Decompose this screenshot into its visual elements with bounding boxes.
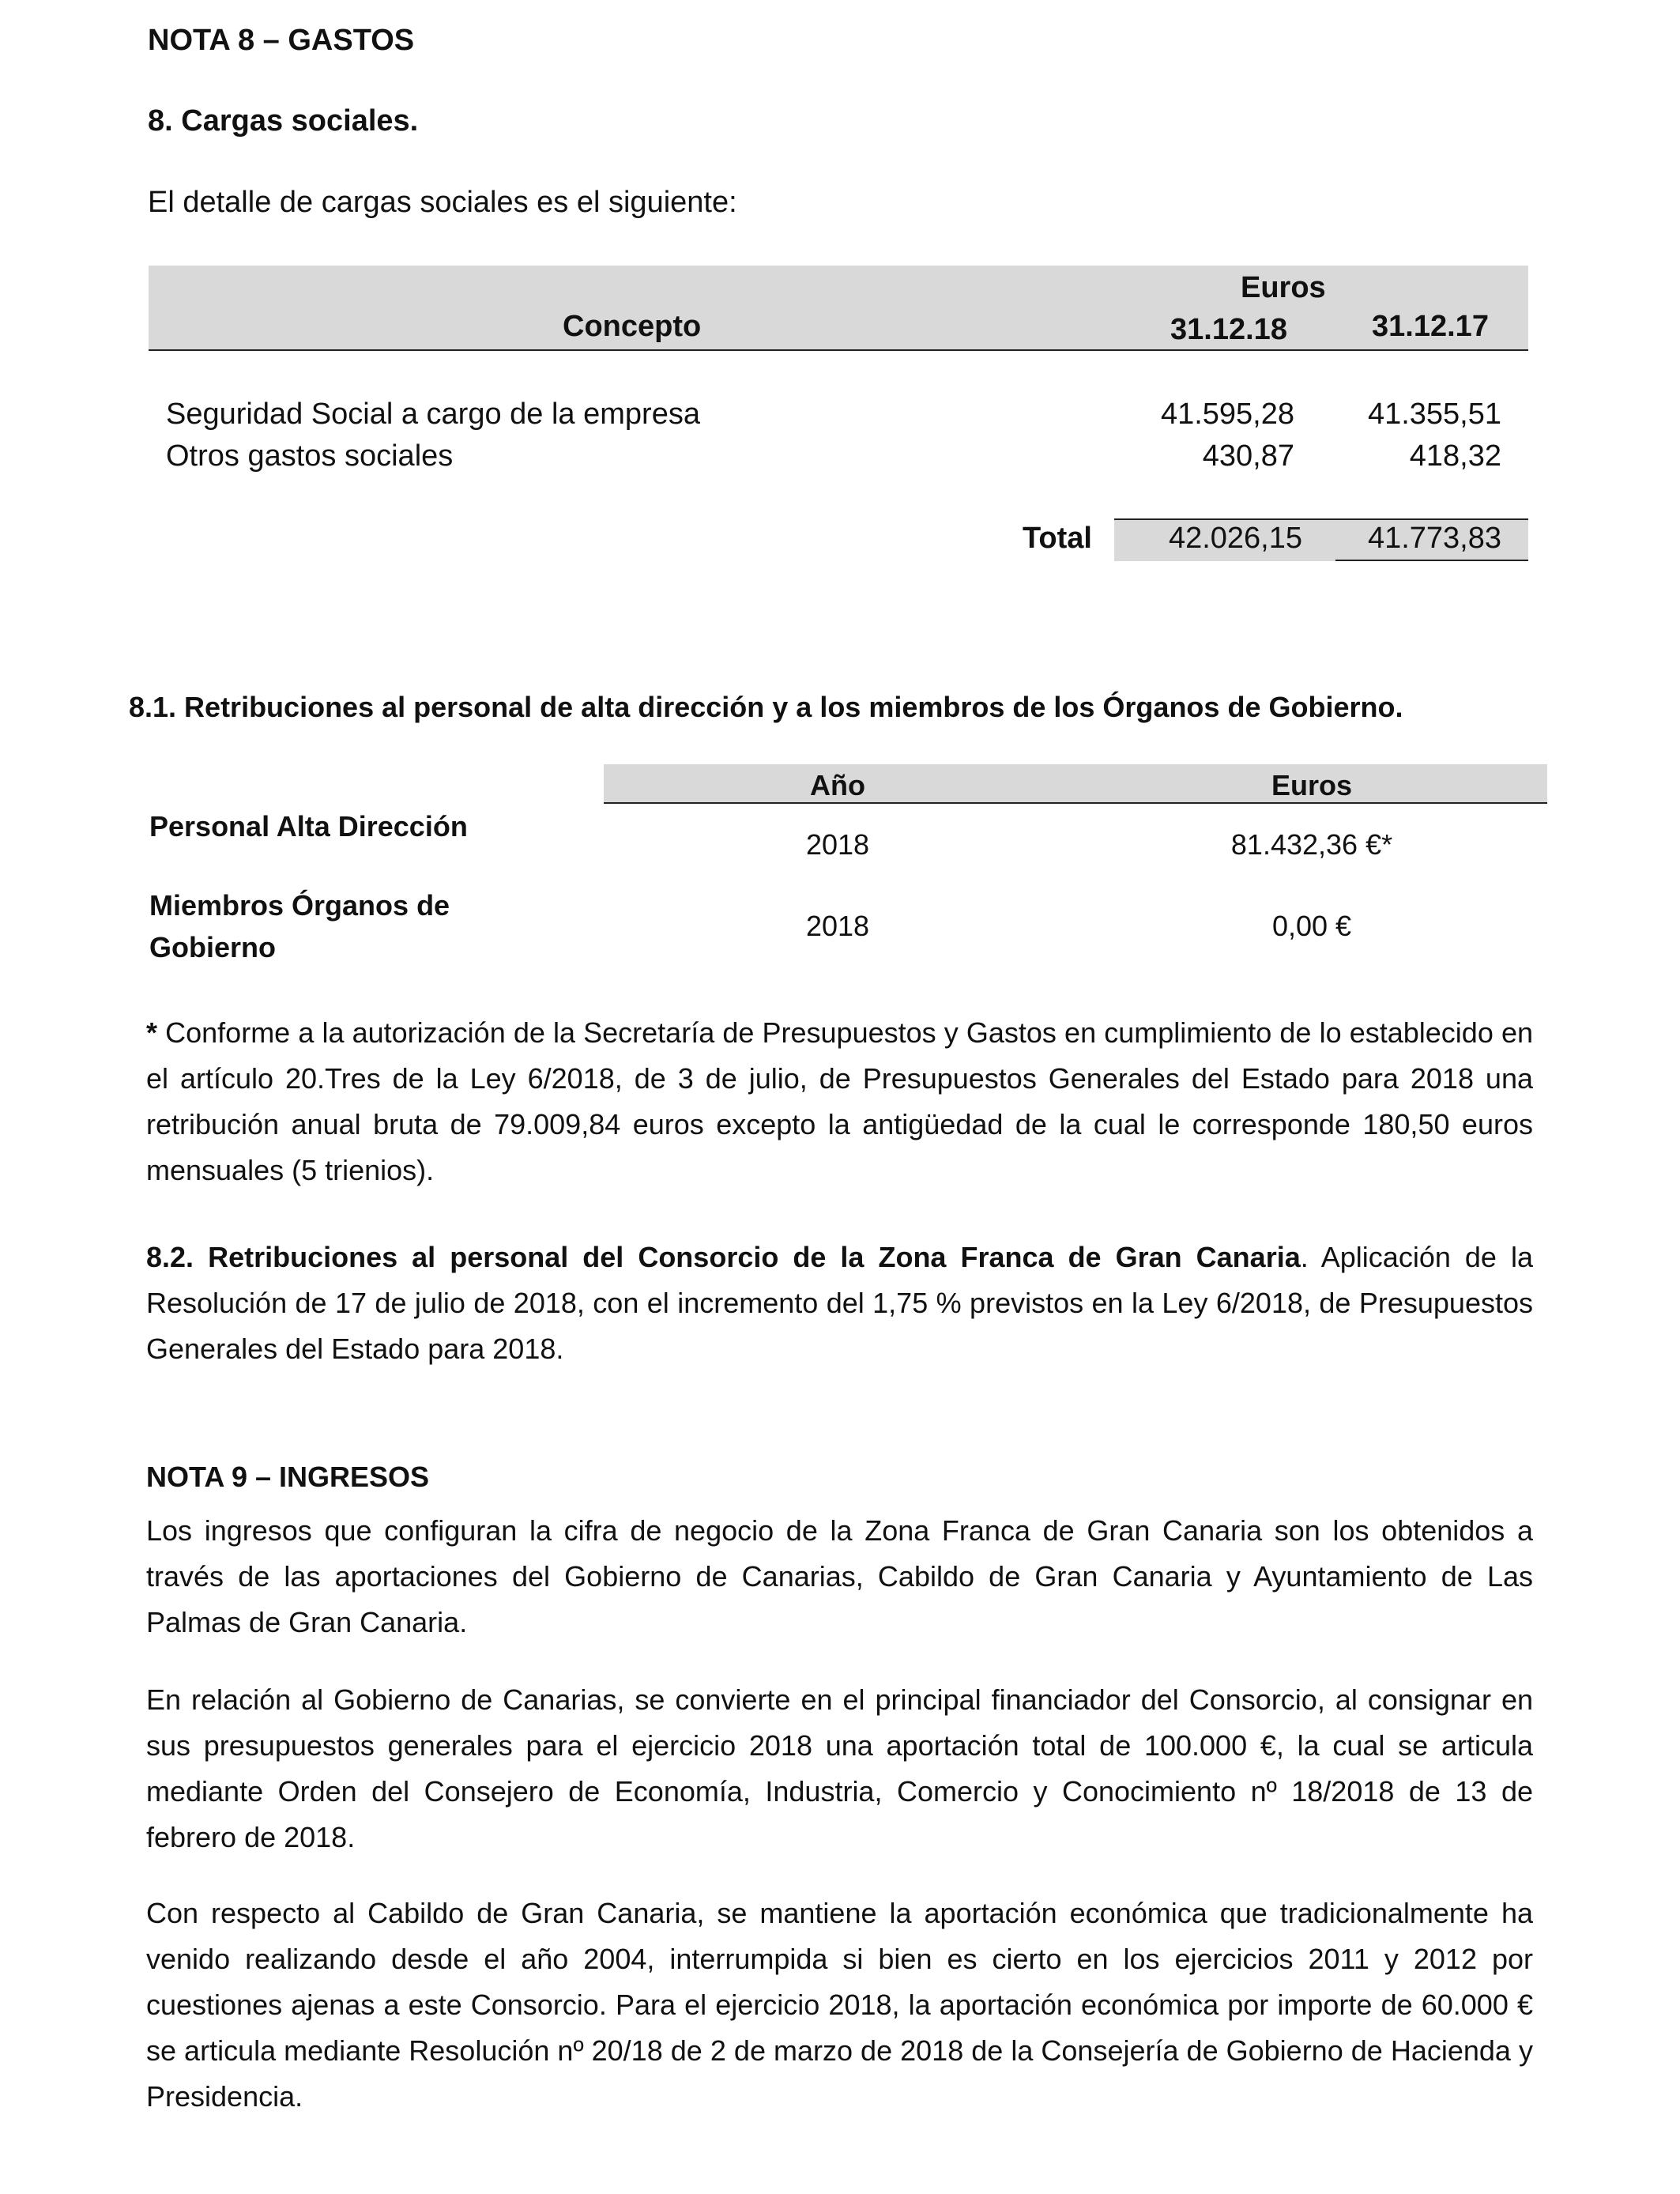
- table81-row-year: 2018: [805, 828, 870, 861]
- table8-concepto-header: Concepto: [563, 310, 702, 343]
- table8-euros-header: Euros: [1241, 271, 1326, 304]
- footnote: [146, 1010, 1533, 1193]
- table8-total-underline: [1335, 560, 1528, 561]
- nota9-paragraph-1: Los ingresos que configuran la cifra de negocio de la Zona Franca de Gran Canaria son los obtenidos a través de las aportaciones del Gobierno de Canarias, Cabildo de Gran Canaria y Ayuntamiento de Las Palmas de Gran Canaria.: [146, 1514, 1533, 1638]
- table81-row-euros: 0,00 €: [1271, 910, 1352, 942]
- section82: [146, 1235, 1533, 1372]
- table8-row-value-2017: 418,32: [1409, 439, 1501, 473]
- table8-col1-header: 31.12.18: [1170, 313, 1287, 346]
- table8-col2-header: 31.12.17: [1372, 310, 1489, 343]
- nota9-heading: NOTA 9 – INGRESOS: [146, 1461, 430, 1493]
- table8-row-label: Seguridad Social a cargo de la empresa: [166, 398, 700, 431]
- table81-row-label: Personal Alta Dirección: [149, 810, 468, 843]
- table8-row-value-2017: 41.355,51: [1367, 398, 1501, 431]
- footnote-text: Conforme a la autorización de la Secretaría de Presupuestos y Gastos en cumplimiento de lo establecido en el artículo 20.Tres de la Ley 6/2018, de 3 de julio, de Presupuestos Generales del Estado para 2018 una retribución anual bruta de 79.009,84 euros excepto la antigüedad de la cual le corresponde 180,50 euros mensuales (5 trienios).: [146, 1016, 1533, 1186]
- nota9-paragraph-3: Con respecto al Cabildo de Gran Canaria, se mantiene la aportación económica que tradicionalmente ha venido realizando desde el año 2004, interrumpida si bien es cierto en los ejercicios 2011 y 2012 por cuestiones ajenas a este Consorcio. Para el ejercicio 2018, la aportación económica por importe de 60.000 € se articula mediante Resolución nº 20/18 de 2 de marzo de 2018 de la Consejería de Gobierno de Hacienda y Presidencia.: [146, 1897, 1533, 2113]
- table81-anio-header: Año: [810, 769, 865, 801]
- table8-total-label: Total: [1023, 522, 1092, 555]
- table8-total-2018: 42.026,15: [1168, 522, 1302, 555]
- table81-row-euros: 81.432,36 €*: [1230, 828, 1393, 861]
- table81-header: [604, 764, 1547, 804]
- table8-row-value-2018: 430,87: [1202, 439, 1294, 473]
- table8-row-label: Otros gastos sociales: [166, 439, 454, 473]
- table81-row-year: 2018: [805, 910, 870, 942]
- footnote-star: *: [146, 1016, 158, 1049]
- section82-title: 8.2. Retribuciones al personal del Consorcio de la Zona Franca de Gran Canaria: [146, 1241, 1301, 1273]
- table8-row-value-2018: 41.595,28: [1160, 398, 1294, 431]
- table81-euros-header: Euros: [1271, 769, 1353, 801]
- section81-title: 8.1. Retribuciones al personal de alta dirección y a los miembros de los Órganos de Gobierno.: [129, 691, 1403, 723]
- nota8-heading: NOTA 8 – GASTOS: [148, 24, 415, 57]
- table8-total-2017: 41.773,83: [1367, 522, 1501, 555]
- section8-title: 8. Cargas sociales.: [148, 104, 419, 138]
- table81-row-label-line1: Miembros Órganos de: [149, 889, 450, 922]
- table81-row-label-line2: Gobierno: [149, 931, 276, 963]
- nota9-paragraph-2: En relación al Gobierno de Canarias, se convierte en el principal financiador del Consorcio, al consignar en sus presupuestos generales para el ejercicio 2018 una aportación total de 100.000 €, la cual se articula mediante Orden del Consejero de Economía, Industria, Comercio y Conocimiento nº 18/2018 de 13 de febrero de 2018.: [146, 1683, 1533, 1853]
- section82-text: . Aplicación de la Resolución de 17 de julio de 2018, con el incremento del 1,75 % previstos en la Ley 6/2018, de Presupuestos Generales del Estado para 2018.: [146, 1241, 1533, 1365]
- section8-intro: El detalle de cargas sociales es el siguiente:: [148, 186, 737, 219]
